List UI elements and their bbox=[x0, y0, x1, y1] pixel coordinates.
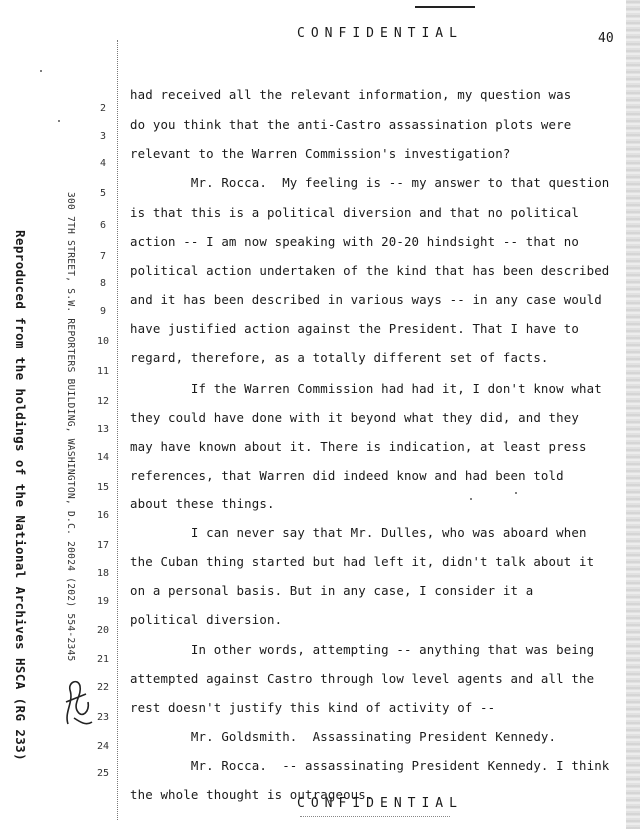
transcript-line: Mr. Goldsmith. Assassinating President Kennedy. bbox=[130, 729, 557, 744]
line-number: 25 bbox=[97, 768, 110, 779]
line-number: 12 bbox=[97, 396, 110, 407]
line-number: 24 bbox=[97, 741, 110, 752]
transcript-line: action -- I am now speaking with 20-20 hindsight -- that no bbox=[130, 234, 579, 249]
line-number: 4 bbox=[99, 158, 107, 169]
line-number: 10 bbox=[97, 336, 110, 347]
transcript-line: Mr. Rocca. -- assassinating President Kennedy. I think bbox=[130, 758, 610, 773]
transcript-line: may have known about it. There is indication, at least press bbox=[130, 439, 587, 454]
line-number: 18 bbox=[97, 568, 110, 579]
line-number: 11 bbox=[97, 366, 110, 377]
margin-rule bbox=[117, 40, 118, 820]
line-number: 20 bbox=[97, 625, 110, 636]
transcript-line: and it has been described in various ways -- in any case would bbox=[130, 292, 602, 307]
transcript-line: the Cuban thing started but had left it, didn't talk about it bbox=[130, 554, 595, 569]
line-number: 14 bbox=[97, 452, 110, 463]
footer-smudge bbox=[300, 816, 450, 821]
transcript-line: regard, therefore, as a totally different set of facts. bbox=[130, 350, 549, 365]
transcript-line: If the Warren Commission had had it, I don't know what bbox=[130, 381, 602, 396]
transcript-line: about these things. bbox=[130, 496, 275, 511]
reporter-address: 300 7TH STREET, S.W. REPORTERS BUILDING, WASHINGTON, D.C. 20024 (202) 554-2345 bbox=[65, 192, 76, 662]
line-number: 5 bbox=[99, 188, 107, 199]
line-number: 15 bbox=[97, 482, 110, 493]
line-number: 22 bbox=[97, 682, 110, 693]
transcript-line: they could have done with it beyond what they did, and they bbox=[130, 410, 579, 425]
scan-edge bbox=[626, 0, 640, 829]
handwritten-initials bbox=[60, 672, 96, 732]
archive-reproduction-note: Reproduced from the holdings of the National Archives HSCA (RG 233) bbox=[13, 230, 28, 762]
top-edge-mark bbox=[415, 0, 475, 8]
transcript-line: is that this is a political diversion and that no political bbox=[130, 205, 579, 220]
transcript-line: attempted against Castro through low level agents and all the bbox=[130, 671, 595, 686]
line-number: 23 bbox=[97, 712, 110, 723]
page-header: CONFIDENTIAL bbox=[297, 26, 463, 41]
line-number: 13 bbox=[97, 424, 110, 435]
transcript-line: have justified action against the President. That I have to bbox=[130, 321, 579, 336]
line-number: 17 bbox=[97, 540, 110, 551]
line-number: 3 bbox=[99, 131, 107, 142]
transcript-line: had received all the relevant information, my question was bbox=[130, 87, 572, 102]
transcript-line: political action undertaken of the kind that has been described bbox=[130, 263, 610, 278]
line-number: 16 bbox=[97, 510, 110, 521]
transcript-line: political diversion. bbox=[130, 612, 283, 627]
transcript-line: rest doesn't justify this kind of activity of -- bbox=[130, 700, 496, 715]
transcript-line: references, that Warren did indeed know and had been told bbox=[130, 468, 564, 483]
scan-speck bbox=[58, 120, 60, 122]
transcript-line: do you think that the anti-Castro assassination plots were bbox=[130, 117, 572, 132]
line-number: 6 bbox=[99, 220, 107, 231]
transcript-line: relevant to the Warren Commission's investigation? bbox=[130, 146, 511, 161]
scan-speck bbox=[40, 70, 42, 72]
transcript-line: I can never say that Mr. Dulles, who was aboard when bbox=[130, 525, 587, 540]
line-number: 9 bbox=[99, 306, 107, 317]
page-footer: CONFIDENTIAL bbox=[297, 796, 463, 811]
page-number: 40 bbox=[598, 31, 614, 46]
transcript-line: In other words, attempting -- anything that was being bbox=[130, 642, 595, 657]
scan-speck bbox=[470, 498, 472, 500]
transcript-line: the whole thought is outrageous. bbox=[130, 787, 374, 802]
line-number: 7 bbox=[99, 251, 107, 262]
transcript-line: on a personal basis. But in any case, I consider it a bbox=[130, 583, 534, 598]
transcript-line: Mr. Rocca. My feeling is -- my answer to that question bbox=[130, 175, 610, 190]
line-number: 8 bbox=[99, 278, 107, 289]
line-number: 21 bbox=[97, 654, 110, 665]
line-number: 2 bbox=[99, 103, 107, 114]
line-number: 19 bbox=[97, 596, 110, 607]
scan-speck bbox=[515, 492, 517, 494]
